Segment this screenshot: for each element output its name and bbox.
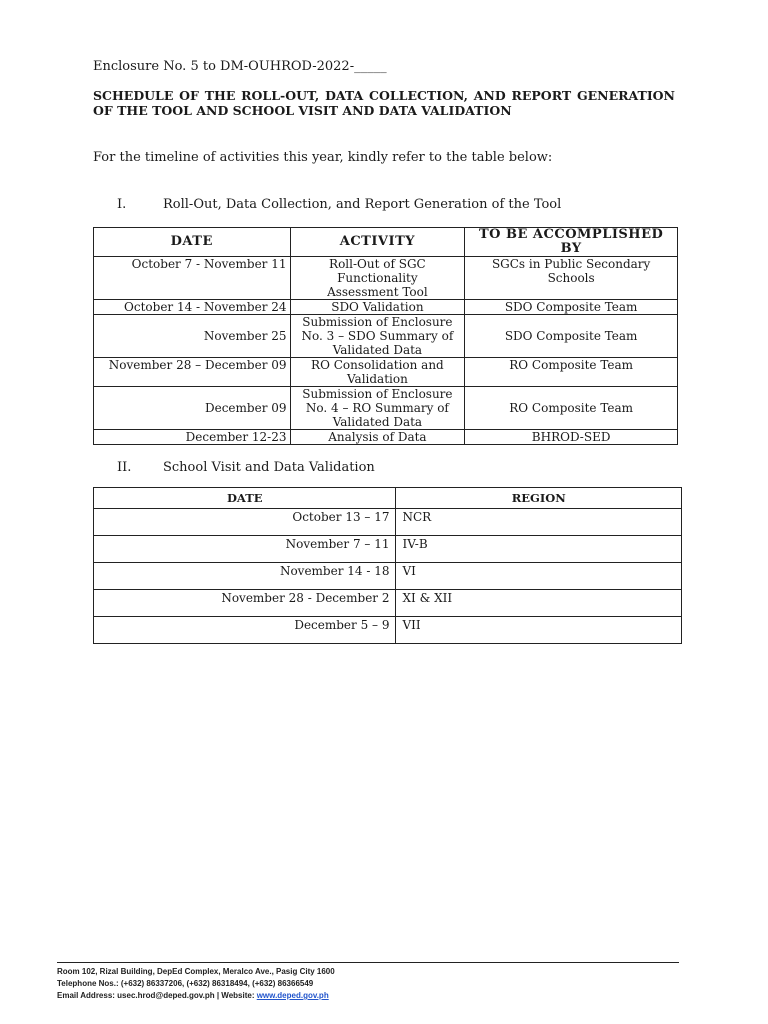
row-region: VI: [396, 563, 682, 590]
row-activity: Submission of Enclosure No. 3 – SDO Summary of Validated Data: [290, 315, 465, 358]
column-header-date: DATE: [94, 488, 396, 509]
row-activity: RO Consolidation and Validation: [290, 358, 465, 387]
row-activity: Submission of Enclosure No. 4 – RO Summary of Validated Data: [290, 387, 465, 430]
row-accomplished-by: BHROD-SED: [465, 430, 678, 445]
table-row: [94, 358, 678, 387]
row-date: November 7 – 11: [94, 536, 396, 563]
row-date: October 13 – 17: [94, 509, 396, 536]
column-header-activity: ACTIVITY: [290, 228, 465, 257]
row-date: November 14 - 18: [94, 563, 396, 590]
row-region: XI & XII: [396, 590, 682, 617]
enclosure-label: Enclosure No. 5 to DM-OUHROD-2022-_____: [93, 59, 387, 74]
row-region: NCR: [396, 509, 682, 536]
table-row: [94, 315, 678, 358]
row-activity: Roll-Out of SGC Functionality Assessment Tool: [290, 257, 465, 300]
row-accomplished-by: RO Composite Team: [465, 358, 678, 387]
row-accomplished-by: SGCs in Public Secondary Schools: [465, 257, 678, 300]
footer-address: Room 102, Rizal Building, DepEd Complex, Meralco Ave., Pasig City 1600: [57, 967, 335, 976]
section-2-number: II.: [117, 460, 132, 475]
footer-contact: [57, 990, 335, 1002]
row-date: November 28 - December 2: [94, 590, 396, 617]
table-row: [94, 509, 682, 536]
table-row: [94, 617, 682, 644]
table-header-row: [94, 228, 678, 257]
section-1-number: I.: [117, 197, 127, 212]
table-row: [94, 590, 682, 617]
row-accomplished-by: RO Composite Team: [465, 387, 678, 430]
row-activity: Analysis of Data: [290, 430, 465, 445]
row-date: December 5 – 9: [94, 617, 396, 644]
table-header-row: [94, 488, 682, 509]
row-date: October 7 - November 11: [94, 257, 291, 300]
column-header-region: REGION: [396, 488, 682, 509]
intro-text: For the timeline of activities this year, kindly refer to the table below:: [93, 150, 553, 165]
table-row: [94, 257, 678, 300]
row-region: IV-B: [396, 536, 682, 563]
table-row: [94, 536, 682, 563]
document-title: SCHEDULE OF THE ROLL-OUT, DATA COLLECTION, AND REPORT GENERATION OF THE TOOL AND SCHOOL VISIT AND DATA VALIDATION: [93, 88, 675, 118]
footer: [57, 966, 335, 1002]
row-date: December 12-23: [94, 430, 291, 445]
row-date: December 09: [94, 387, 291, 430]
table-row: [94, 430, 678, 445]
column-header-accomplished-by: TO BE ACCOMPLISHED BY: [465, 228, 678, 257]
school-visit-table: [93, 487, 682, 644]
footer-divider: [57, 962, 679, 963]
row-accomplished-by: SDO Composite Team: [465, 300, 678, 315]
row-date: November 28 – December 09: [94, 358, 291, 387]
column-header-date: DATE: [94, 228, 291, 257]
table-row: [94, 563, 682, 590]
section-2-title: School Visit and Data Validation: [163, 460, 375, 475]
row-accomplished-by: SDO Composite Team: [465, 315, 678, 358]
footer-telephone: Telephone Nos.: (+632) 86337206, (+632) 86318494, (+632) 86366549: [57, 979, 314, 988]
website-link[interactable]: www.deped.gov.ph: [256, 991, 329, 1000]
footer-email: Email Address: usec.hrod@deped.gov.ph | Website:: [57, 991, 257, 1000]
row-date: October 14 - November 24: [94, 300, 291, 315]
table-row: [94, 387, 678, 430]
section-1-title: Roll-Out, Data Collection, and Report Generation of the Tool: [163, 197, 562, 212]
rollout-schedule-table: [93, 227, 678, 445]
row-date: November 25: [94, 315, 291, 358]
table-row: [94, 300, 678, 315]
row-region: VII: [396, 617, 682, 644]
row-activity: SDO Validation: [290, 300, 465, 315]
